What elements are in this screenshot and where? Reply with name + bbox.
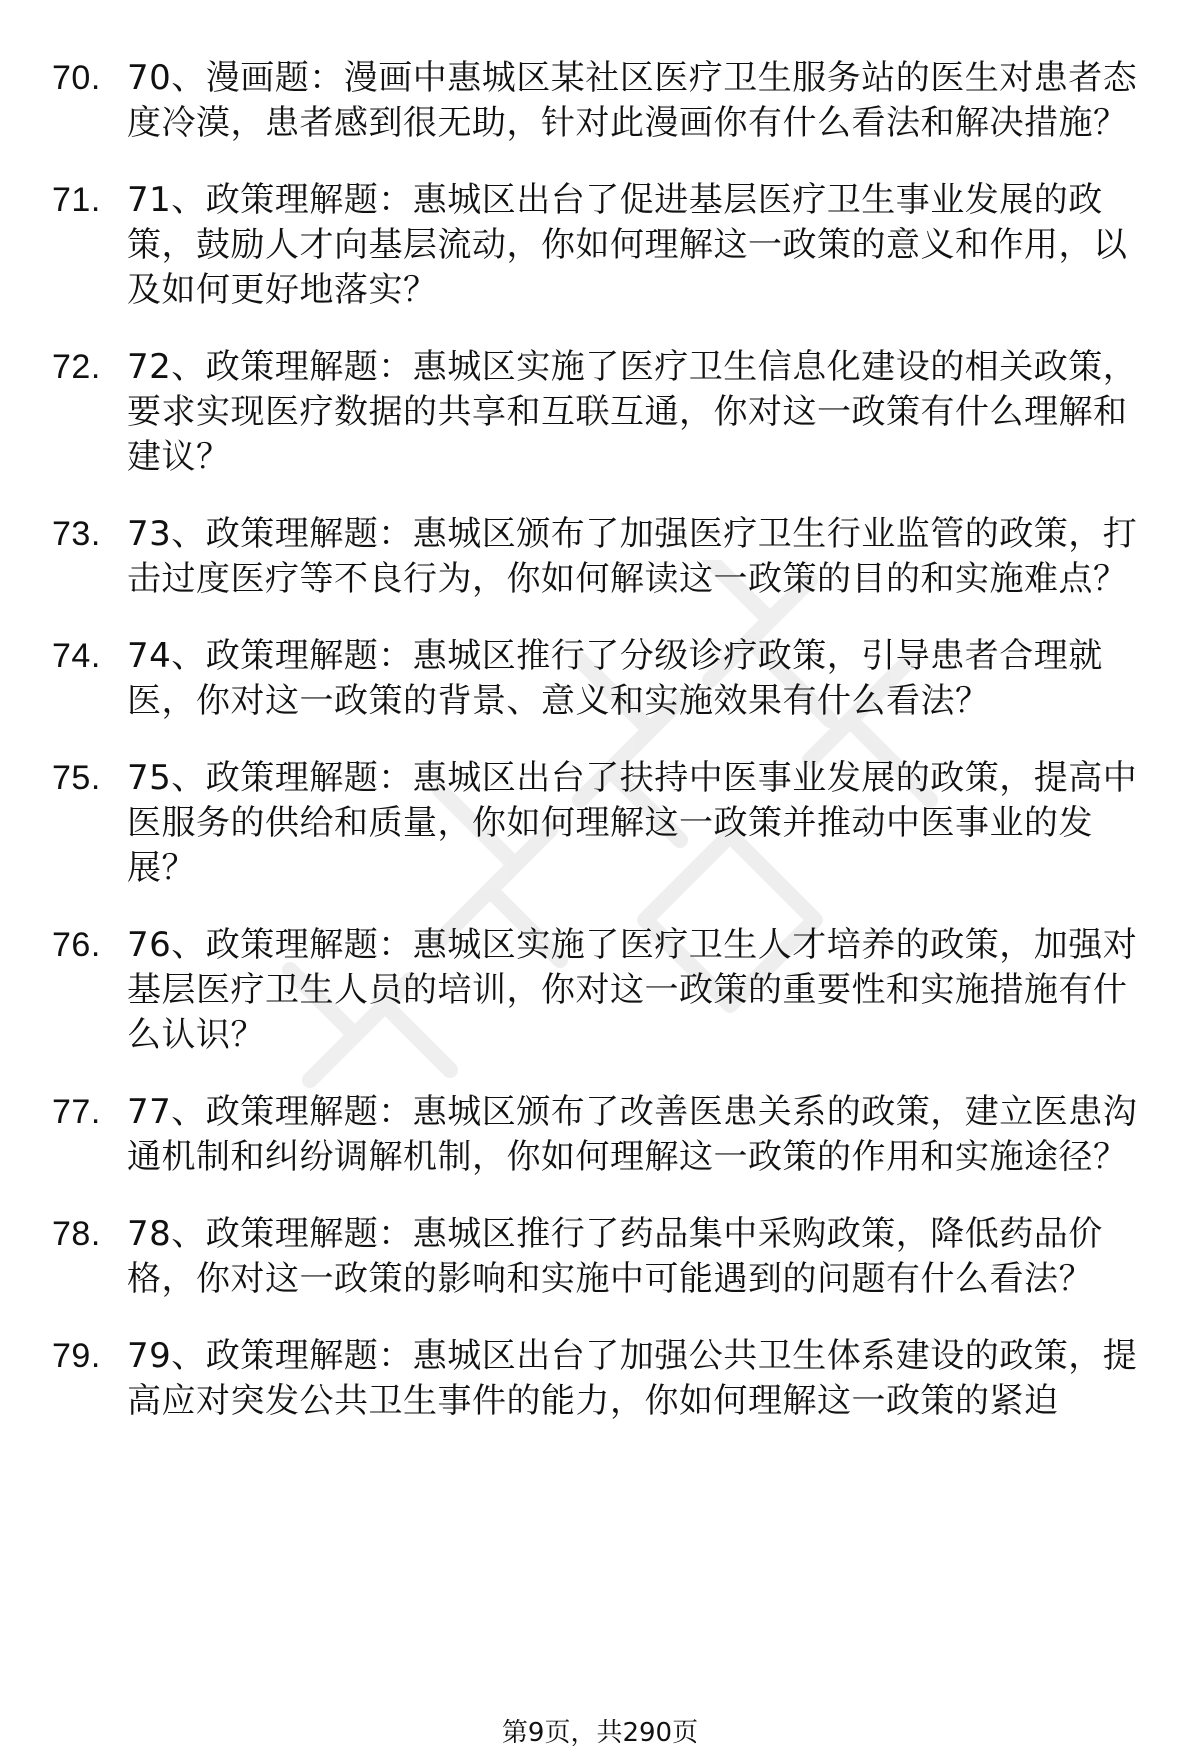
question-item-75 <box>52 756 1142 891</box>
question-text: 77、政策理解题：惠城区颁布了改善医患关系的政策，建立医患沟通机制和纠纷调解机制，你如何理解这一政策的作用和实施途径？ <box>127 1092 1138 1177</box>
question-number: 74. <box>52 637 101 675</box>
question-text: 79、政策理解题：惠城区出台了加强公共卫生体系建设的政策，提高应对突发公共卫生事件的能力，你如何理解这一政策的紧迫 <box>127 1336 1138 1421</box>
question-number: 78. <box>52 1215 101 1253</box>
question-text: 76、政策理解题：惠城区实施了医疗卫生人才培养的政策，加强对基层医疗卫生人员的培训，你对这一政策的重要性和实施措施有什么认识？ <box>127 925 1138 1055</box>
question-number: 72. <box>52 348 101 386</box>
question-item-73 <box>52 512 1142 602</box>
question-number: 71. <box>52 181 101 219</box>
question-text: 71、政策理解题：惠城区出台了促进基层医疗卫生事业发展的政策，鼓励人才向基层流动，你如何理解这一政策的意义和作用，以及如何更好地落实？ <box>127 180 1128 310</box>
question-text: 73、政策理解题：惠城区颁布了加强医疗卫生行业监管的政策，打击过度医疗等不良行为，你如何解读这一政策的目的和实施难点？ <box>127 514 1138 599</box>
question-list <box>52 56 1142 1456</box>
question-item-74 <box>52 634 1142 724</box>
question-item-77 <box>52 1090 1142 1180</box>
question-text: 72、政策理解题：惠城区实施了医疗卫生信息化建设的相关政策，要求实现医疗数据的共享和互联互通，你对这一政策有什么理解和建议？ <box>127 347 1138 477</box>
question-text: 78、政策理解题：惠城区推行了药品集中采购政策，降低药品价格，你对这一政策的影响和实施中可能遇到的问题有什么看法？ <box>127 1214 1103 1299</box>
page-footer: 第9页，共290页 <box>501 1718 699 1748</box>
question-item-70 <box>52 56 1142 146</box>
question-number: 77. <box>52 1093 101 1131</box>
question-item-71 <box>52 178 1142 313</box>
question-number: 70. <box>52 59 101 97</box>
question-number: 73. <box>52 515 101 553</box>
question-number: 75. <box>52 759 101 797</box>
question-item-78 <box>52 1212 1142 1302</box>
question-text: 70、漫画题：漫画中惠城区某社区医疗卫生服务站的医生对患者态度冷漠，患者感到很无助，针对此漫画你有什么看法和解决措施？ <box>127 58 1138 143</box>
question-item-72 <box>52 345 1142 480</box>
question-item-79 <box>52 1334 1142 1424</box>
question-text: 75、政策理解题：惠城区出台了扶持中医事业发展的政策，提高中医服务的供给和质量，你如何理解这一政策并推动中医事业的发展？ <box>127 758 1138 888</box>
question-number: 76. <box>52 926 101 964</box>
question-text: 74、政策理解题：惠城区推行了分级诊疗政策，引导患者合理就医，你对这一政策的背景、意义和实施效果有什么看法？ <box>127 636 1103 721</box>
question-number: 79. <box>52 1337 101 1375</box>
question-item-76 <box>52 923 1142 1058</box>
